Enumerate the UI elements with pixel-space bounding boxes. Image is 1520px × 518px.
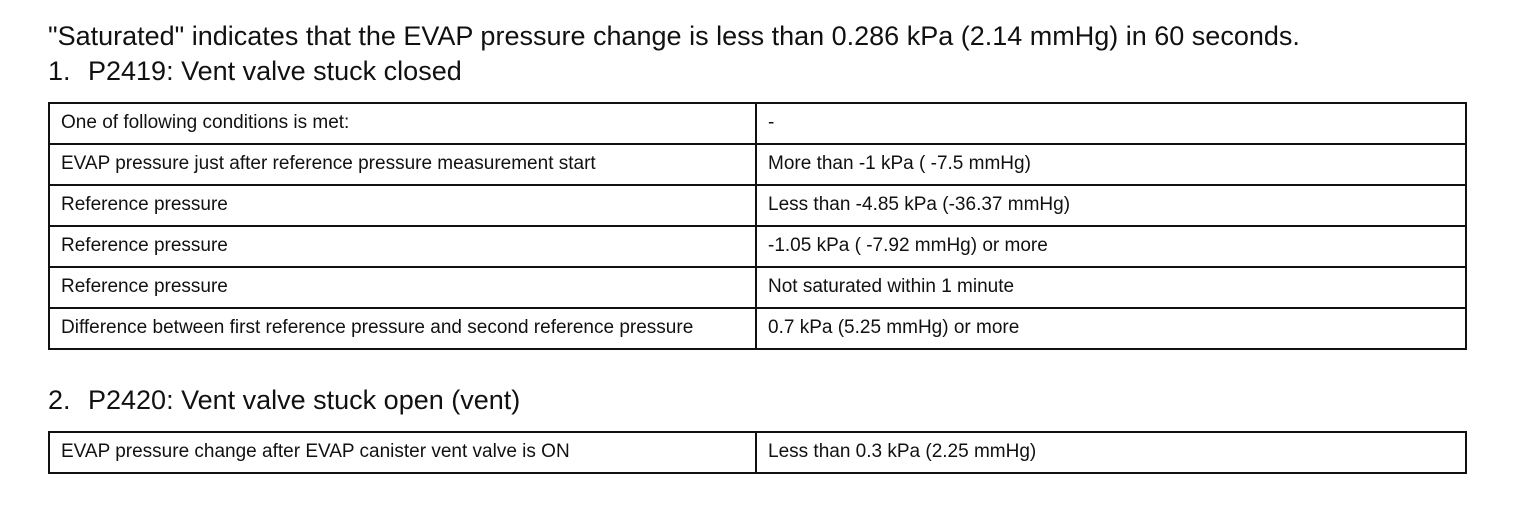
table-row: [49, 432, 1466, 473]
condition-cell: EVAP pressure just after reference pressure measurement start: [49, 144, 756, 185]
condition-cell: Reference pressure: [49, 226, 756, 267]
conditions-table-p2419: [48, 102, 1467, 350]
value-cell: -1.05 kPa ( -7.92 mmHg) or more: [756, 226, 1466, 267]
table-row: [49, 144, 1466, 185]
value-cell: 0.7 kPa (5.25 mmHg) or more: [756, 308, 1466, 349]
table-row: [49, 308, 1466, 349]
condition-cell: Reference pressure: [49, 185, 756, 226]
value-cell: Less than -4.85 kPa (-36.37 mmHg): [756, 185, 1466, 226]
value-cell: -: [756, 103, 1466, 144]
section-number: 2.: [48, 385, 71, 415]
intro-text: "Saturated" indicates that the EVAP pressure change is less than 0.286 kPa (2.14 mmHg) in 60 seconds.: [48, 21, 1300, 51]
value-cell: Less than 0.3 kPa (2.25 mmHg): [756, 432, 1466, 473]
condition-cell: Reference pressure: [49, 267, 756, 308]
table-row: [49, 185, 1466, 226]
table-row: [49, 267, 1466, 308]
section-heading-p2419: [48, 53, 462, 89]
section-title: P2420: Vent valve stuck open (vent): [88, 385, 521, 415]
value-cell: Not saturated within 1 minute: [756, 267, 1466, 308]
condition-cell: One of following conditions is met:: [49, 103, 756, 144]
table-row: [49, 103, 1466, 144]
table-row: [49, 226, 1466, 267]
value-cell: More than -1 kPa ( -7.5 mmHg): [756, 144, 1466, 185]
condition-cell: Difference between first reference pressure and second reference pressure: [49, 308, 756, 349]
section-title: P2419: Vent valve stuck closed: [88, 56, 462, 86]
conditions-table-p2420: [48, 431, 1467, 474]
section-heading-p2420: [48, 382, 520, 418]
condition-cell: EVAP pressure change after EVAP canister vent valve is ON: [49, 432, 756, 473]
section-number: 1.: [48, 56, 71, 86]
